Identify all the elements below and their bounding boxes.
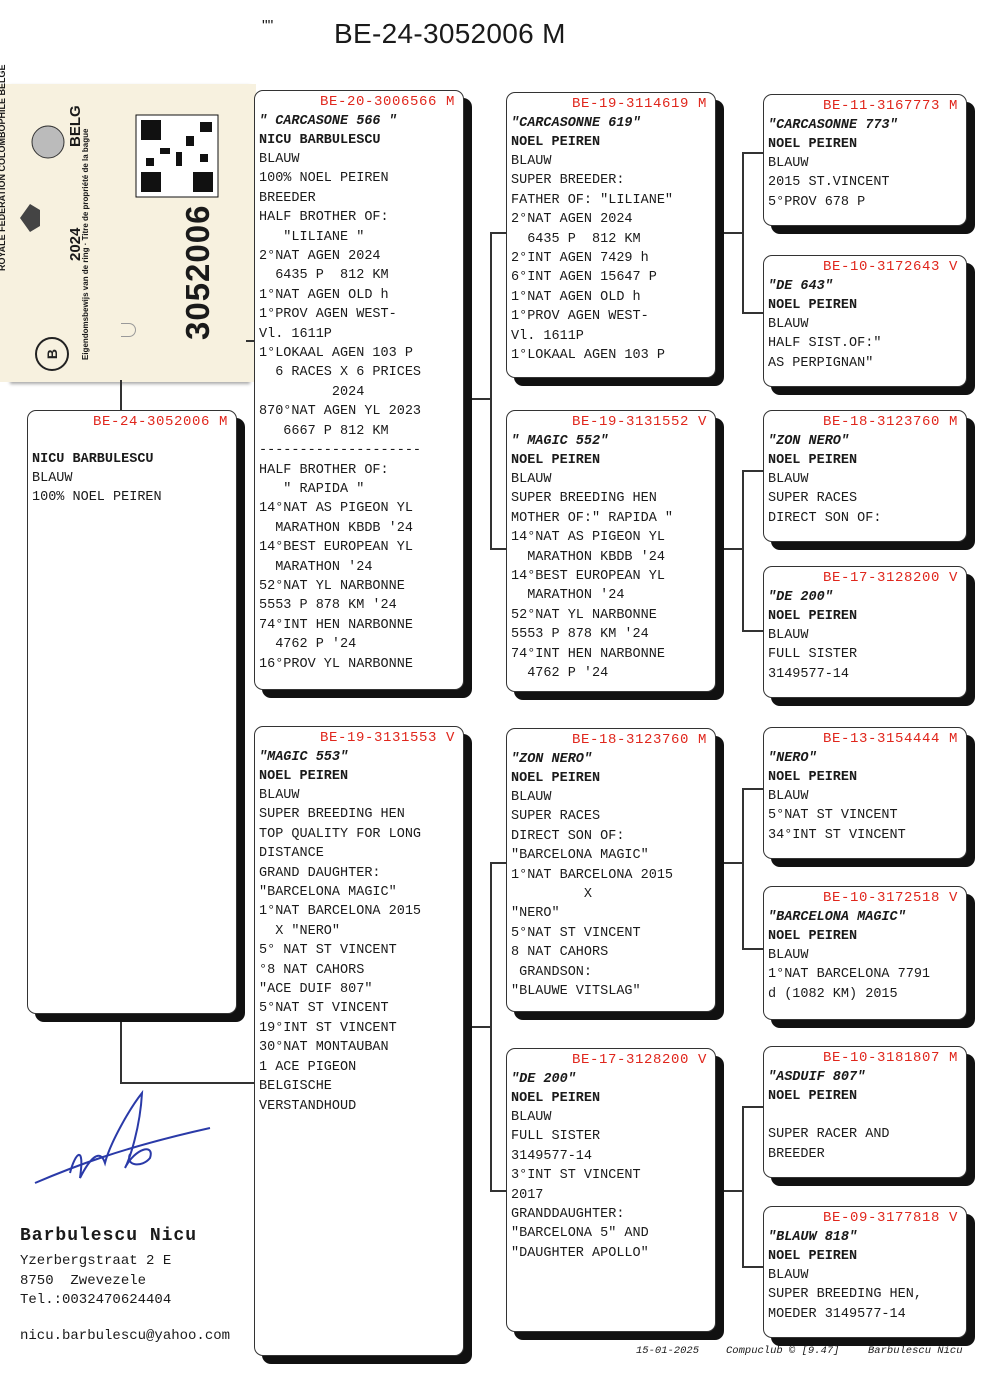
sire-name: " CARCASONE 566 " <box>259 114 397 129</box>
detail-line: DISTANCE <box>259 846 324 862</box>
ssd-box <box>763 255 967 387</box>
connector <box>742 788 744 948</box>
detail-line: -------------------- <box>259 443 422 459</box>
ssd-owner: NOEL PEIREN <box>768 298 858 313</box>
ring-certificate <box>8 84 248 382</box>
detail-line: 2°NAT AGEN 2024 <box>259 249 381 265</box>
detail-line: GRANDDAUGHTER: <box>511 1207 625 1223</box>
detail-line: 5°NAT ST VINCENT <box>511 925 641 941</box>
dam-sire-details <box>511 788 711 1001</box>
card-year: 2024 <box>67 227 84 261</box>
detail-line: 16°PROV YL NARBONNE <box>259 656 413 672</box>
sdd-ring-number: BE-17-3128200 V <box>822 570 958 586</box>
card-ring-number: 3052006 <box>179 204 216 340</box>
dds-box <box>763 1046 967 1178</box>
ddd-name: "BLAUW 818" <box>768 1230 858 1245</box>
detail-line: "BARCELONA MAGIC" <box>259 885 397 901</box>
detail-line: "BLAUWE VITSLAG" <box>511 984 641 1000</box>
dss-name: "NERO" <box>768 751 817 766</box>
sire-box <box>254 90 464 690</box>
detail-line: "DAUGHTER APOLLO" <box>511 1245 649 1261</box>
detail-line: 3°INT ST VINCENT <box>511 1168 641 1184</box>
detail-line: FATHER OF: "LILIANE" <box>511 192 674 208</box>
detail-line: BREEDER <box>259 190 316 206</box>
connector <box>742 470 764 472</box>
connector <box>490 232 492 548</box>
dsd-box <box>763 886 967 1020</box>
dam-dam-box <box>506 1048 716 1332</box>
subject-origin: 100% NOEL PEIREN <box>32 490 162 506</box>
sss-owner: NOEL PEIREN <box>768 137 858 152</box>
breeder-phone: Tel.:0032470624404 <box>20 1292 172 1308</box>
detail-line: GRAND DAUGHTER: <box>259 865 381 881</box>
detail-line: HALF SIST.OF:" <box>768 336 882 352</box>
sire-dam-details <box>511 470 711 683</box>
footer-software: Compuclub © [9.47] <box>726 1345 840 1357</box>
detail-line: VERSTANDHOUD <box>259 1098 357 1114</box>
detail-line: 2017 <box>511 1187 544 1203</box>
detail-line: MOTHER OF:" RAPIDA " <box>511 510 674 526</box>
dam-box <box>254 726 464 1356</box>
detail-line: FULL SISTER <box>768 647 858 663</box>
card-country: BELG <box>67 105 84 147</box>
breeder-address-block <box>20 1226 197 1311</box>
detail-line: Vl. 1611P <box>511 328 584 344</box>
dam-details <box>259 786 459 1116</box>
detail-line: 4762 P '24 <box>259 637 357 653</box>
dam-sire-ring-number: BE-18-3123760 M <box>571 732 707 748</box>
detail-line: 74°INT HEN NARBONNE <box>259 617 413 633</box>
sire-details <box>259 150 459 674</box>
detail-line: 8 NAT CAHORS <box>511 945 609 961</box>
breeder-email: nicu.barbulescu@yahoo.com <box>20 1328 231 1344</box>
detail-line: 2°NAT AGEN 2024 <box>511 212 633 228</box>
subject-ring-number: BE-24-3052006 M <box>92 414 228 430</box>
detail-line: 5553 P 878 KM '24 <box>259 598 397 614</box>
detail-line: 6435 P 812 KM <box>511 231 641 247</box>
detail-line: 5°NAT ST VINCENT <box>768 808 898 824</box>
sire-owner: NICU BARBULESCU <box>259 133 381 148</box>
detail-line: 2015 ST.VINCENT <box>768 175 890 191</box>
connector <box>742 312 764 314</box>
detail-line: 30°NAT MONTAUBAN <box>259 1040 389 1056</box>
connector <box>490 232 506 234</box>
detail-line: 3149577-14 <box>768 666 850 682</box>
detail-line: 1°LOKAAL AGEN 103 P <box>259 346 413 362</box>
sdd-name: "DE 200" <box>768 590 833 605</box>
sire-sire-owner: NOEL PEIREN <box>511 135 601 150</box>
sdd-owner: NOEL PEIREN <box>768 609 858 624</box>
detail-line: BLAUW <box>511 472 552 487</box>
detail-line: SUPER BREEDING HEN <box>511 491 657 507</box>
detail-line: SUPER BREEDING HEN <box>259 807 405 823</box>
connector <box>724 232 743 234</box>
detail-line: BLAUW <box>259 788 300 803</box>
dss-ring-number: BE-13-3154444 M <box>822 731 958 747</box>
connector <box>742 1106 744 1266</box>
card-punch-hole <box>121 323 136 337</box>
connector <box>742 1266 764 1268</box>
detail-line <box>768 1106 962 1125</box>
ddd-details <box>768 1266 962 1324</box>
detail-line: MOEDER 3149577-14 <box>768 1306 906 1322</box>
header-quote-mark: "" <box>262 18 274 35</box>
footer-author: Barbulescu Nicu <box>868 1345 963 1357</box>
sire-dam-owner: NOEL PEIREN <box>511 453 601 468</box>
dss-owner: NOEL PEIREN <box>768 770 858 785</box>
detail-line: 5°PROV 678 P <box>768 194 866 210</box>
sire-dam-name: " MAGIC 552" <box>511 434 609 449</box>
dam-dam-details <box>511 1108 711 1263</box>
connector <box>742 630 764 632</box>
detail-line: 14°BEST EUROPEAN YL <box>259 540 413 556</box>
detail-line: 19°INT ST VINCENT <box>259 1020 397 1036</box>
detail-line: 1°NAT BARCELONA 2015 <box>511 867 674 883</box>
connector <box>472 1026 491 1028</box>
detail-line: 4762 P '24 <box>511 666 609 682</box>
detail-line: BLAUW <box>768 156 809 171</box>
ring-card-graphic <box>0 84 256 382</box>
sss-ring-number: BE-11-3167773 M <box>822 98 958 114</box>
ddd-box <box>763 1206 967 1338</box>
sire-ring-number: BE-20-3006566 M <box>319 94 455 110</box>
dds-details <box>768 1106 962 1164</box>
connector <box>724 862 743 864</box>
detail-line: HALF BROTHER OF: <box>259 462 389 478</box>
dam-sire-owner: NOEL PEIREN <box>511 771 601 786</box>
detail-line: 1°PROV AGEN WEST- <box>259 307 397 323</box>
detail-line: 52°NAT YL NARBONNE <box>259 578 405 594</box>
detail-line: BLAUW <box>259 152 300 167</box>
detail-line: 2024 <box>259 384 365 400</box>
breeder-city: 8750 Zwevezele <box>20 1272 147 1289</box>
detail-line: 6°INT AGEN 15647 P <box>511 270 657 286</box>
dam-sire-box <box>506 728 716 1012</box>
detail-line: FULL SISTER <box>511 1129 601 1145</box>
detail-line: 6 RACES X 6 PRICES <box>259 365 422 381</box>
detail-line: 100% NOEL PEIREN <box>259 171 389 187</box>
detail-line: 5°NAT ST VINCENT <box>259 1001 389 1017</box>
detail-line: MARATHON '24 <box>511 588 625 604</box>
detail-line: BLAUW <box>768 1268 809 1283</box>
detail-line: BLAUW <box>511 1110 552 1125</box>
dsd-name: "BARCELONA MAGIC" <box>768 910 906 925</box>
signature-image <box>30 1088 220 1198</box>
detail-line: X <box>511 887 593 903</box>
card-caption: Eigendomsbewijs van de ring · Titre de propriété de la bague <box>81 128 90 360</box>
dam-dam-owner: NOEL PEIREN <box>511 1091 601 1106</box>
sire-sire-name: "CARCASONNE 619" <box>511 116 641 131</box>
sire-sire-ring-number: BE-19-3114619 M <box>571 96 707 112</box>
dam-ring-number: BE-19-3131553 V <box>319 730 455 746</box>
detail-line: " RAPIDA " <box>259 481 365 497</box>
detail-line: BLAUW <box>768 628 809 643</box>
dam-sire-name: "ZON NERO" <box>511 752 593 767</box>
sdd-box <box>763 566 967 698</box>
detail-line: 52°NAT YL NARBONNE <box>511 607 657 623</box>
detail-line: X "NERO" <box>259 923 341 939</box>
detail-line: MARATHON '24 <box>259 559 373 575</box>
detail-line: 1°NAT AGEN OLD h <box>259 287 389 303</box>
sds-name: "ZON NERO" <box>768 434 850 449</box>
connector <box>742 788 764 790</box>
connector <box>742 152 764 154</box>
detail-line: HALF BROTHER OF: <box>259 210 389 226</box>
detail-line: AS PERPIGNAN" <box>768 355 874 371</box>
ssd-ring-number: BE-10-3172643 V <box>822 259 958 275</box>
dam-dam-ring-number: BE-17-3128200 V <box>571 1052 707 1068</box>
dss-box <box>763 727 967 859</box>
detail-line: "NERO" <box>511 906 560 922</box>
sds-owner: NOEL PEIREN <box>768 453 858 468</box>
detail-line: SUPER RACES <box>511 809 601 825</box>
detail-line: TOP QUALITY FOR LONG <box>259 826 422 842</box>
dam-name: "MAGIC 553" <box>259 750 349 765</box>
sss-box <box>763 94 967 226</box>
connector <box>742 470 744 630</box>
dss-details <box>768 787 962 845</box>
detail-line: BLAUW <box>768 472 809 487</box>
detail-line: 1 ACE PIGEON <box>259 1059 357 1075</box>
dsd-ring-number: BE-10-3172518 V <box>822 890 958 906</box>
detail-line: 1°PROV AGEN WEST- <box>511 309 649 325</box>
detail-line: 5553 P 878 KM '24 <box>511 627 649 643</box>
detail-line: Vl. 1611P <box>259 326 332 342</box>
ssd-details <box>768 315 962 373</box>
dds-owner: NOEL PEIREN <box>768 1089 858 1104</box>
sire-dam-ring-number: BE-19-3131552 V <box>571 414 707 430</box>
connector <box>120 380 122 412</box>
connector <box>120 1012 122 1082</box>
detail-line: SUPER RACES <box>768 491 858 507</box>
detail-line: 6435 P 812 KM <box>259 268 389 284</box>
detail-line: BLAUW <box>511 790 552 805</box>
subject-owner: NICU BARBULESCU <box>32 452 154 467</box>
detail-line: 14°NAT AS PIGEON YL <box>511 530 665 546</box>
detail-line: "BARCELONA MAGIC" <box>511 848 649 864</box>
connector <box>742 1106 764 1108</box>
connector <box>724 548 743 550</box>
sire-sire-box <box>506 92 716 378</box>
breeder-name: Barbulescu Nicu <box>20 1226 198 1246</box>
connector <box>490 1190 506 1192</box>
detail-line: MARATHON KBDB '24 <box>511 549 665 565</box>
ssd-name: "DE 643" <box>768 279 833 294</box>
svg-text:B: B <box>44 348 60 360</box>
dds-ring-number: BE-10-3181807 M <box>822 1050 958 1066</box>
detail-line: 1°NAT BARCELONA 7791 <box>768 967 931 983</box>
detail-line: 2°INT AGEN 7429 h <box>511 251 649 267</box>
detail-line: 1°NAT AGEN OLD h <box>511 289 641 305</box>
dam-dam-name: "DE 200" <box>511 1072 576 1087</box>
connector <box>490 548 506 550</box>
dam-owner: NOEL PEIREN <box>259 769 349 784</box>
sire-dam-box <box>506 410 716 692</box>
sss-details <box>768 154 962 212</box>
detail-line: 14°BEST EUROPEAN YL <box>511 569 665 585</box>
detail-line: BLAUW <box>768 789 809 804</box>
detail-line: BLAUW <box>768 948 809 963</box>
sds-ring-number: BE-18-3123760 M <box>822 414 958 430</box>
dsd-owner: NOEL PEIREN <box>768 929 858 944</box>
dds-name: "ASDUIF 807" <box>768 1070 866 1085</box>
detail-line: 14°NAT AS PIGEON YL <box>259 501 413 517</box>
detail-line: 3149577-14 <box>511 1148 593 1164</box>
breeder-street: Yzerbergstraat 2 E <box>20 1253 172 1269</box>
detail-line: 1°NAT BARCELONA 2015 <box>259 904 422 920</box>
detail-line: SUPER BREEDER: <box>511 173 625 189</box>
detail-line: BELGISCHE <box>259 1079 332 1095</box>
ddd-owner: NOEL PEIREN <box>768 1249 858 1264</box>
detail-line: "BARCELONA 5" AND <box>511 1226 649 1242</box>
footer-date: 15-01-2025 <box>636 1345 700 1357</box>
detail-line: 5° NAT ST VINCENT <box>259 943 397 959</box>
detail-line: °8 NAT CAHORS <box>259 962 365 978</box>
page-title: BE-24-3052006 M <box>334 18 566 49</box>
sire-sire-details <box>511 152 711 365</box>
detail-line: DIRECT SON OF: <box>768 510 882 526</box>
subject-pigeon-box <box>27 410 237 1014</box>
detail-line: DIRECT SON OF: <box>511 828 625 844</box>
detail-line: SUPER BREEDING HEN, <box>768 1287 922 1303</box>
detail-line: "LILIANE " <box>259 229 365 245</box>
detail-line: GRANDSON: <box>511 964 593 980</box>
detail-line: "ACE DUIF 807" <box>259 982 373 998</box>
dsd-details <box>768 946 962 1004</box>
connector <box>742 948 764 950</box>
connector <box>472 398 491 400</box>
detail-line: BLAUW <box>511 154 552 169</box>
detail-line: BLAUW <box>768 317 809 332</box>
ddd-ring-number: BE-09-3177818 V <box>822 1210 958 1226</box>
sss-name: "CARCASONNE 773" <box>768 118 898 133</box>
connector <box>724 1190 743 1192</box>
detail-line: SUPER RACER AND <box>768 1127 890 1143</box>
connector <box>490 862 506 864</box>
detail-line: 74°INT HEN NARBONNE <box>511 646 665 662</box>
connector <box>120 1082 255 1084</box>
detail-line: 6667 P 812 KM <box>259 423 389 439</box>
sdd-details <box>768 626 962 684</box>
sds-box <box>763 410 967 542</box>
subject-color: BLAUW <box>32 471 73 486</box>
detail-line: d (1082 KM) 2015 <box>768 986 898 1002</box>
detail-line: MARATHON KBDB '24 <box>259 520 413 536</box>
detail-line: BREEDER <box>768 1146 825 1162</box>
detail-line: 870°NAT AGEN YL 2023 <box>259 404 422 420</box>
detail-line: 1°LOKAAL AGEN 103 P <box>511 348 665 364</box>
sds-details <box>768 470 962 528</box>
detail-line: 34°INT ST VINCENT <box>768 827 906 843</box>
